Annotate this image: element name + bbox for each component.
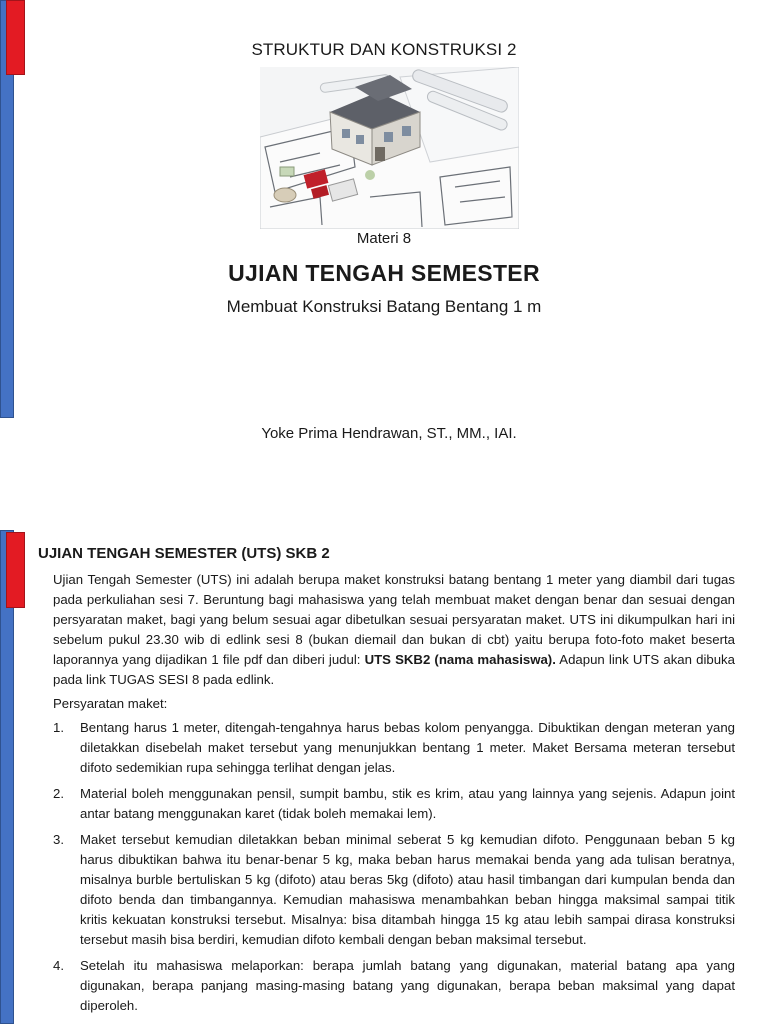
- intro-text: Ujian Tengah Semester (UTS) ini adalah berupa maket konstruksi batang bentang 1 meter yang diambil dari tugas pada perkuliahan sesi 7. Beruntung bagi mahasiswa yang telah membuat maket dengan benar dan sesuai dengan persyaratan maket, bagi yang belum sesuai agar dibetulkan sesuai persyaratan maket. UTS ini dikumpulkan hari ini sebelum pukul 23.30 wib di edlink sesi 8 (bukan diemail dan bukan di cbt) yaitu berupa foto-foto maket beserta laporannya yang dijadikan 1 file pdf dan diberi judul:: [53, 572, 735, 667]
- intro-paragraph: [53, 570, 735, 690]
- list-item: [53, 956, 735, 1016]
- slide-body: [53, 570, 735, 1022]
- session-label: Materi 8: [356, 230, 412, 247]
- list-text: Material boleh menggunakan pensil, sumpit bambu, stik es krim, atau yang lainnya yang sejenis. Adapun joint antar batang menggunakan karet (tidak boleh memakai lem).: [80, 786, 735, 821]
- content-slide: [0, 530, 768, 1024]
- list-text: Bentang harus 1 meter, ditengah-tengahnya harus bebas kolom penyangga. Dibuktikan dengan meteran yang diletakkan disebelah maket tersebut yang menunjukkan bentang 1 meter. Maket Bersama meteran tersebut difoto sedemikian rupa sehingga terlihat dengan jelas.: [80, 720, 735, 775]
- accent-bar-red: [6, 0, 25, 75]
- requirements-label: Persyaratan maket:: [53, 696, 168, 711]
- list-number: 4.: [53, 958, 64, 973]
- section-heading: UJIAN TENGAH SEMESTER (UTS) SKB 2: [38, 545, 330, 562]
- slide-subtitle: Membuat Konstruksi Batang Bentang 1 m: [226, 297, 542, 316]
- author-name: Yoke Prima Hendrawan, ST., MM., IAI.: [261, 425, 517, 442]
- list-item: [53, 830, 735, 950]
- list-item: [53, 784, 735, 824]
- slide-title: UJIAN TENGAH SEMESTER: [228, 260, 540, 286]
- list-text: Maket tersebut kemudian diletakkan beban minimal seberat 5 kg kemudian difoto. Penggunaan beban 5 kg harus dibuktikan bahwa itu benar-benar 5 kg, maka beban harus memakai benda yang ada tulisan beratnya, misalnya burble bertuliskan 5 kg (difoto) atau beras 5kg (difoto) atau hasil timbangan dari kumpulan benda dan difoto benda dan timbangannya. Kemudian mahasiswa menambahkan beban hingga maksimal sampai titik kritis kekuatan konstruksi tersebut. Misalnya: bisa ditambah hingga 15 kg atau lebih sampai dirasa konstruksi tersebut masih bisa berdiri, kemudian difoto kembali dengan beban maksimal tersebut.: [80, 832, 735, 947]
- submission-title: UTS SKB2 (nama mahasiswa).: [364, 652, 556, 667]
- slide-gap: [0, 512, 768, 530]
- list-item: [53, 718, 735, 778]
- course-title: STRUKTUR DAN KONSTRUKSI 2: [251, 40, 517, 59]
- house-model-on-blueprints-image: [260, 67, 519, 229]
- intro-tail: Adapun link UTS akan dibuka pada link TUGAS SESI 8 pada edlink.: [53, 652, 735, 687]
- list-number: 2.: [53, 786, 64, 801]
- list-number: 3.: [53, 832, 64, 847]
- list-text: Setelah itu mahasiswa melaporkan: berapa jumlah batang yang digunakan, material batang apa yang digunakan, berapa panjang masing-masing batang yang digunakan, berapa beban maksimal yang dapat diperoleh.: [80, 958, 735, 1013]
- accent-bar-red: [6, 532, 25, 608]
- requirements-list: [53, 718, 735, 1016]
- list-number: 1.: [53, 720, 64, 735]
